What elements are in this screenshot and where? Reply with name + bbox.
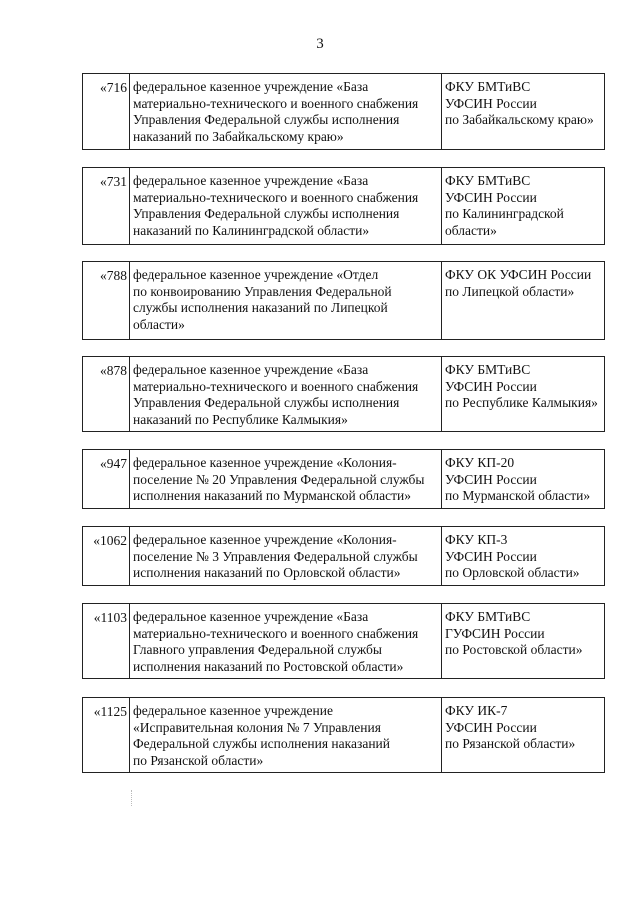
scan-mark xyxy=(131,790,133,806)
text-line: по конвоированию Управления Федеральной xyxy=(133,283,392,299)
text-line: ФКУ ОК УФСИН России xyxy=(445,267,592,282)
text-line: исполнения наказаний по Мурманской области» xyxy=(133,488,412,503)
text-line: федеральное казенное учреждение «Колония- xyxy=(133,532,397,547)
entry-number: «788 xyxy=(83,262,130,339)
text-line: федеральное казенное учреждение «База xyxy=(133,79,369,94)
text-line: ФКУ БМТиВС xyxy=(445,609,531,624)
text-line: ФКУ ИК-7 xyxy=(445,703,508,718)
text-line: по Липецкой области» xyxy=(445,283,575,299)
text-line: ГУФСИН России xyxy=(445,625,545,641)
text-line: Управления Федеральной службы исполнения xyxy=(133,206,400,221)
text-line: по Рязанской области» xyxy=(445,736,576,751)
text-line: ФКУ КП-3 xyxy=(445,532,508,547)
entry-full-name xyxy=(130,698,442,772)
entry-full-name xyxy=(130,604,442,678)
text-line: Федеральной службы исполнения наказаний xyxy=(133,736,390,751)
entry-788 xyxy=(82,261,605,340)
entry-731 xyxy=(82,167,605,245)
text-line: исполнения наказаний по Ростовской области» xyxy=(133,658,404,674)
text-line: федеральное казенное учреждение «База xyxy=(133,173,369,188)
text-line: федеральное казенное учреждение «Колония- xyxy=(133,455,397,470)
text-line: материально-технического и военного снабжения xyxy=(133,95,419,111)
entry-full-name xyxy=(130,527,442,585)
entry-716 xyxy=(82,73,605,150)
text-line: Главного управления Федеральной службы xyxy=(133,642,382,657)
text-line: УФСИН России xyxy=(445,95,537,111)
text-line: материально-технического и военного снабжения xyxy=(133,189,419,205)
entry-1062 xyxy=(82,526,605,586)
text-line: УФСИН России xyxy=(445,719,537,735)
entry-number: «1125 xyxy=(83,698,130,772)
entry-full-name xyxy=(130,357,442,431)
entry-number: «1103 xyxy=(83,604,130,678)
entry-short-name xyxy=(442,74,604,149)
text-line: по Мурманской области» xyxy=(445,488,591,503)
text-line: по Ростовской области» xyxy=(445,642,583,657)
text-line: УФСИН России xyxy=(445,189,537,205)
text-line: по Калининградской xyxy=(445,206,564,221)
text-line: материально-технического и военного снабжения xyxy=(133,378,419,394)
text-line: по Рязанской области» xyxy=(133,752,264,768)
text-line: материально-технического и военного снабжения xyxy=(133,625,419,641)
entry-number: «731 xyxy=(83,168,130,244)
text-line: ФКУ КП-20 xyxy=(445,455,515,470)
text-line: наказаний по Республике Калмыкия» xyxy=(133,411,348,427)
entry-short-name xyxy=(442,604,604,678)
text-line: по Республике Калмыкия» xyxy=(445,395,598,410)
text-line: наказаний по Забайкальскому краю» xyxy=(133,128,344,144)
text-line: федеральное казенное учреждение «База xyxy=(133,609,369,624)
entry-full-name xyxy=(130,168,442,244)
entry-short-name xyxy=(442,168,604,244)
text-line: поселение № 20 Управления Федеральной службы xyxy=(133,471,425,487)
text-line: Управления Федеральной службы исполнения xyxy=(133,112,400,127)
entry-878 xyxy=(82,356,605,432)
entry-number: «716 xyxy=(83,74,130,149)
entry-full-name xyxy=(130,450,442,508)
entry-1103 xyxy=(82,603,605,679)
text-line: федеральное казенное учреждение xyxy=(133,703,333,718)
text-line: УФСИН России xyxy=(445,548,537,564)
text-line: «Исправительная колония № 7 Управления xyxy=(133,719,381,735)
page-number: 3 xyxy=(316,36,324,52)
entry-number: «878 xyxy=(83,357,130,431)
text-line: по Орловской области» xyxy=(445,565,580,580)
text-line: Управления Федеральной службы исполнения xyxy=(133,395,400,410)
entry-full-name xyxy=(130,74,442,149)
entry-short-name xyxy=(442,262,604,339)
text-line: УФСИН России xyxy=(445,378,537,394)
entry-short-name xyxy=(442,527,604,585)
entry-full-name xyxy=(130,262,442,339)
text-line: исполнения наказаний по Орловской области» xyxy=(133,565,401,580)
text-line: службы исполнения наказаний по Липецкой xyxy=(133,300,388,315)
entry-short-name xyxy=(442,450,604,508)
text-line: УФСИН России xyxy=(445,471,537,487)
entry-number: «947 xyxy=(83,450,130,508)
text-line: федеральное казенное учреждение «Отдел xyxy=(133,267,379,282)
text-line: ФКУ БМТиВС xyxy=(445,79,531,94)
entry-short-name xyxy=(442,698,604,772)
text-line: ФКУ БМТиВС xyxy=(445,362,531,377)
text-line: федеральное казенное учреждение «База xyxy=(133,362,369,377)
entry-number: «1062 xyxy=(83,527,130,585)
entry-short-name xyxy=(442,357,604,431)
text-line: области» xyxy=(133,316,185,332)
text-line: по Забайкальскому краю» xyxy=(445,112,594,127)
text-line: поселение № 3 Управления Федеральной службы xyxy=(133,548,418,564)
text-line: ФКУ БМТиВС xyxy=(445,173,531,188)
text-line: области» xyxy=(445,222,497,238)
text-line: наказаний по Калининградской области» xyxy=(133,222,370,238)
entry-1125 xyxy=(82,697,605,773)
entry-947 xyxy=(82,449,605,509)
